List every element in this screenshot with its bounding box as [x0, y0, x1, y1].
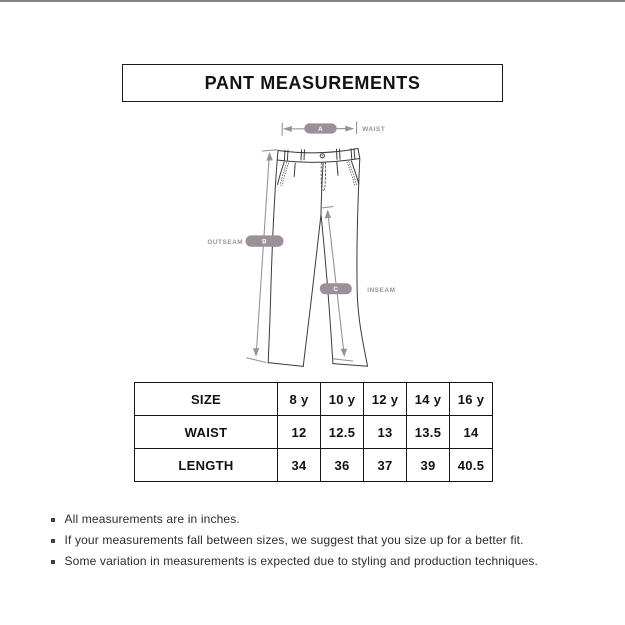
pants-button-dot — [322, 155, 323, 156]
waist-cell: 12 — [278, 416, 321, 449]
pants-left-inner-seam — [303, 215, 321, 366]
top-border-line — [0, 0, 625, 2]
length-cell: 39 — [407, 449, 450, 482]
pants-right-hem — [333, 364, 368, 367]
size-cell: 16 y — [450, 383, 493, 416]
inseam-pill-letter: C — [333, 286, 339, 294]
note-item — [50, 530, 595, 551]
waist-arrow — [282, 122, 385, 136]
pants-waistband — [277, 149, 360, 163]
pants-left-hem — [268, 363, 304, 367]
pant-measurement-diagram — [200, 110, 400, 380]
waist-cell: 12.5 — [321, 416, 364, 449]
length-cell: 34 — [278, 449, 321, 482]
length-cell: 37 — [364, 449, 407, 482]
waist-cell: 13.5 — [407, 416, 450, 449]
size-table — [134, 382, 493, 482]
note-item — [50, 551, 595, 572]
pants-illustration — [268, 149, 368, 367]
waist-label: WAIST — [362, 126, 386, 134]
note-text: All measurements are in inches. — [64, 512, 240, 526]
bullet-marker-icon — [51, 518, 55, 522]
waist-cell: 13 — [364, 416, 407, 449]
table-row-waist — [135, 416, 493, 449]
pants-left-pocket-stitch — [280, 162, 288, 185]
length-row-label: LENGTH — [135, 449, 278, 482]
pants-pleats — [294, 162, 338, 176]
size-cell: 12 y — [364, 383, 407, 416]
inseam-arrowhead-bottom-icon — [341, 349, 347, 357]
pants-left-outer-seam — [268, 160, 277, 363]
table-row-length — [135, 449, 493, 482]
note-text: If your measurements fall between sizes, we suggest that you size up for a better fit. — [64, 533, 524, 547]
size-cell: 14 y — [407, 383, 450, 416]
size-cell: 8 y — [278, 383, 321, 416]
size-row-label: SIZE — [135, 383, 278, 416]
outseam-label: OUTSEAM — [207, 238, 244, 246]
table-row-size — [135, 383, 493, 416]
pants-right-pocket-stitch — [347, 162, 356, 186]
waist-row-label: WAIST — [135, 416, 278, 449]
inseam-arrowhead-top-icon — [325, 210, 331, 219]
page-title: PANT MEASUREMENTS — [204, 72, 421, 93]
inseam-arrow-line — [328, 211, 344, 354]
waist-pill-letter: A — [318, 125, 323, 133]
waist-cell: 14 — [450, 416, 493, 449]
waist-arrowhead-left-icon — [283, 126, 292, 132]
outseam-pill-letter: B — [262, 238, 267, 246]
title-box — [122, 64, 503, 102]
length-cell: 40.5 — [450, 449, 493, 482]
size-cell: 10 y — [321, 383, 364, 416]
outseam-arrow-line — [256, 154, 269, 354]
outseam-arrowhead-bottom-icon — [253, 348, 260, 357]
outseam-arrowhead-top-icon — [266, 152, 273, 161]
note-text: Some variation in measurements is expected due to styling and production techniques. — [64, 554, 539, 568]
bullet-marker-icon — [51, 539, 55, 543]
bullet-marker-icon — [51, 560, 55, 564]
length-cell: 36 — [321, 449, 364, 482]
notes-list — [50, 509, 595, 572]
note-item — [50, 509, 595, 530]
pants-right-outer-seam — [357, 159, 367, 366]
waist-arrowhead-right-icon — [345, 126, 354, 132]
inseam-label: INSEAM — [367, 286, 396, 294]
